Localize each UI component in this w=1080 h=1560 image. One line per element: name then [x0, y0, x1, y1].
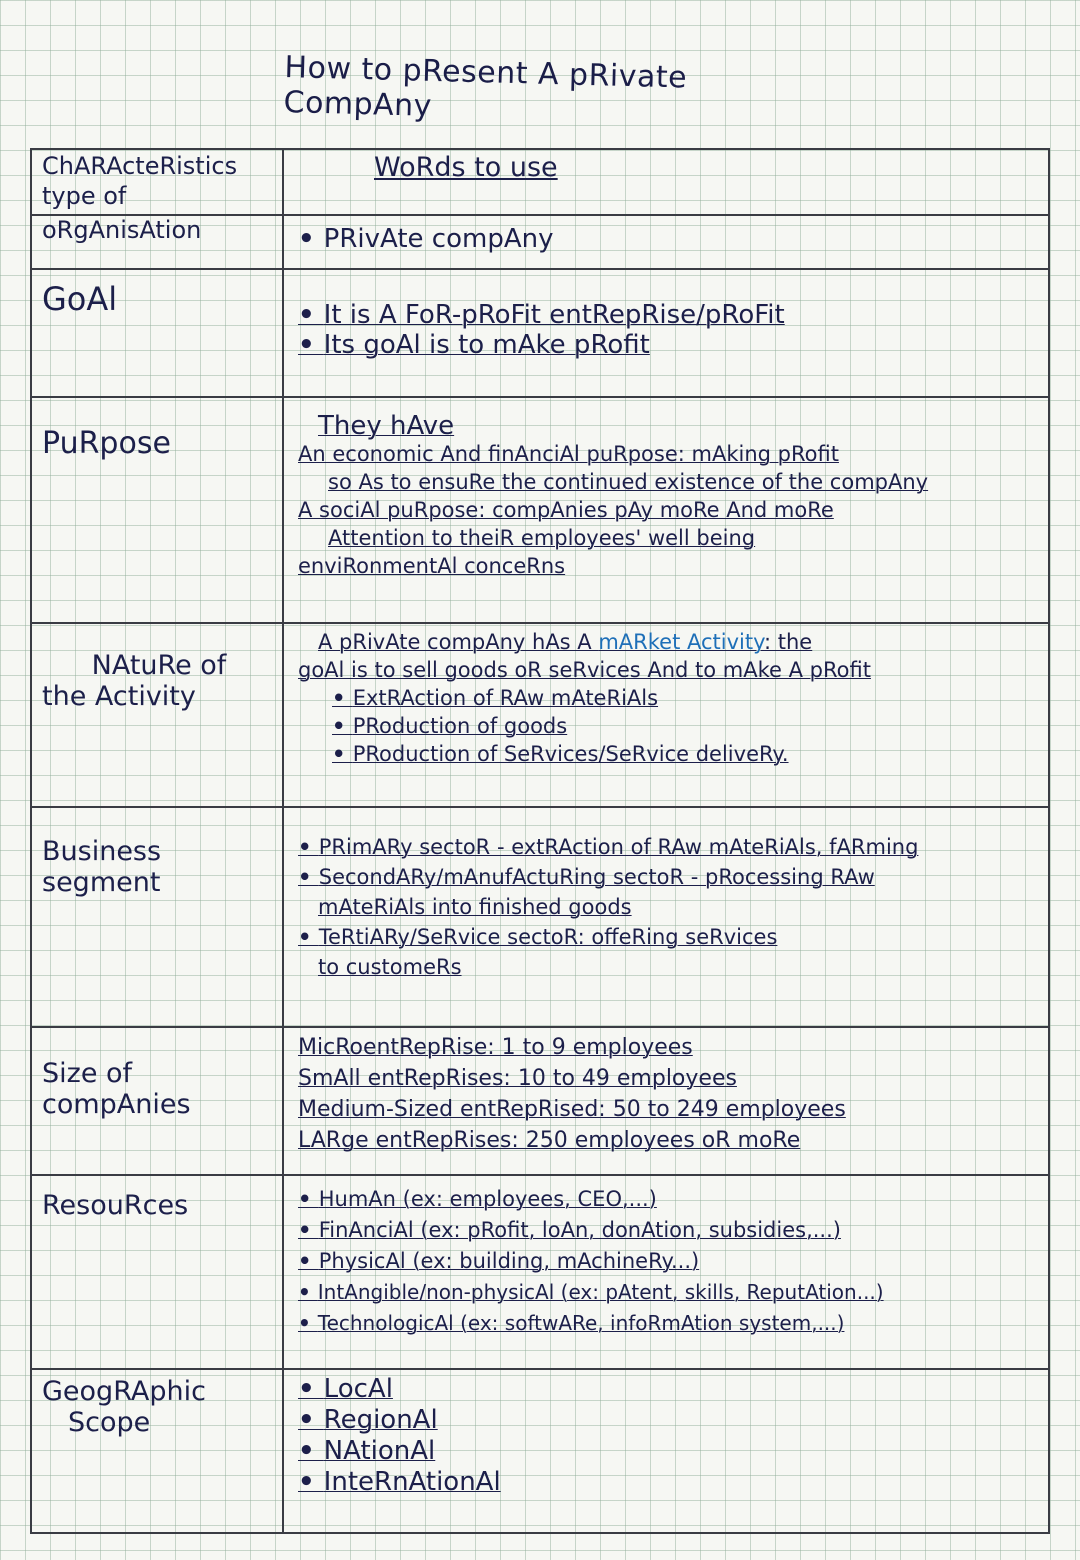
scope-line-1: • LocAl	[298, 1374, 1042, 1405]
characteristics-header-cell	[31, 149, 283, 215]
nature-line-3: • ExtRAction of RAw mAteRiAls	[298, 684, 1042, 712]
notes-table	[30, 148, 1050, 1534]
scope-content-cell	[283, 1369, 1049, 1533]
business-label-1: Business	[42, 836, 162, 867]
purpose-label-cell	[31, 397, 283, 623]
table-row-type	[31, 215, 1049, 269]
type-content-cell	[283, 215, 1049, 269]
goal-line-1: • It is A FoR-pRoFit entRepRise/pRoFit	[298, 300, 1042, 330]
size-label-cell	[31, 1027, 283, 1175]
scope-line-2: • RegionAl	[298, 1405, 1042, 1436]
purpose-line-2: An economic And finAnciAl puRpose: mAking pRofit	[298, 442, 839, 466]
resources-line-4: • IntAngible/non-physicAl (ex: pAtent, skills, ReputAtion...)	[298, 1277, 1042, 1308]
type-line-1: • PRivAte compAny	[298, 224, 1042, 254]
resources-line-1: • HumAn (ex: employees, CEO,...)	[298, 1184, 1042, 1215]
table-row-goal	[31, 269, 1049, 397]
nature-label-cell	[31, 623, 283, 807]
words-header-cell	[283, 149, 1049, 215]
type-label-1: type of	[42, 182, 127, 210]
purpose-label: PuRpose	[42, 426, 171, 461]
page-title: How to pResent A pRivate CompAny	[283, 50, 688, 124]
nature-line-2: goAl is to sell goods oR seRvices And to mAke A pRofit	[298, 658, 871, 682]
business-label-cell	[31, 807, 283, 1027]
resources-line-2: • FinAnciAl (ex: pRofit, loAn, donAtion, subsidies,...)	[298, 1215, 1042, 1246]
size-line-1: MicRoentRepRise: 1 to 9 employees	[298, 1035, 693, 1060]
nature-content-cell	[283, 623, 1049, 807]
resources-line-3: • PhysicAl (ex: building, mAchineRy...)	[298, 1246, 1042, 1277]
goal-content-cell	[283, 269, 1049, 397]
goal-label-cell	[31, 269, 283, 397]
size-line-4: LARge entRepRises: 250 employees oR moRe	[298, 1128, 801, 1153]
type-label-cell	[31, 215, 283, 269]
table-row-size	[31, 1027, 1049, 1175]
size-label-1: Size of	[42, 1058, 133, 1089]
business-content-cell	[283, 807, 1049, 1027]
resources-label: ResouRces	[42, 1190, 189, 1221]
purpose-line-3: so As to ensuRe the continued existence of the compAny	[328, 470, 929, 494]
table-row-header	[31, 149, 1049, 215]
scope-line-4: • InteRnAtionAl	[298, 1467, 1042, 1498]
type-label-2: oRgAnisAtion	[42, 216, 202, 244]
resources-label-cell	[31, 1175, 283, 1369]
business-line-5: to customeRs	[318, 955, 462, 979]
table-row-nature	[31, 623, 1049, 807]
table-row-purpose	[31, 397, 1049, 623]
business-line-2: • SecondARy/mAnufActuRing sectoR - pRocessing RAw	[298, 862, 1042, 892]
size-line-3: Medium-Sized entRepRised: 50 to 249 employees	[298, 1097, 846, 1122]
purpose-line-5: Attention to theiR employees' well being	[328, 526, 756, 550]
words-to-use-header: WoRds to use	[374, 152, 558, 183]
business-line-3: mAteRiAls into finished goods	[318, 895, 632, 919]
nature-line-1a: A pRivAte compAny hAs A	[318, 630, 599, 654]
resources-line-5: • TechnologicAl (ex: softwARe, infoRmAtion system,...)	[298, 1308, 1042, 1339]
table-row-business	[31, 807, 1049, 1027]
goal-line-2: • Its goAl is to mAke pRofit	[298, 330, 1042, 360]
table-row-scope	[31, 1369, 1049, 1533]
size-content-cell	[283, 1027, 1049, 1175]
purpose-line-1: They hAve	[318, 411, 455, 441]
nature-line-1c: : the	[764, 630, 813, 654]
business-label-2: segment	[42, 867, 161, 898]
purpose-line-4: A sociAl puRpose: compAnies pAy moRe And moRe	[298, 498, 834, 522]
nature-label-1: NAtuRe of	[91, 650, 227, 681]
scope-line-3: • NAtionAl	[298, 1436, 1042, 1467]
scope-label-2: Scope	[68, 1407, 151, 1438]
size-line-2: SmAll entRepRises: 10 to 49 employees	[298, 1066, 737, 1091]
scope-label-cell	[31, 1369, 283, 1533]
market-activity-highlight: mARket Activity	[598, 630, 765, 654]
business-line-1: • PRimARy sectoR - extRAction of RAw mAteRiAls, fARming	[298, 832, 1042, 862]
resources-content-cell	[283, 1175, 1049, 1369]
business-line-4: • TeRtiARy/SeRvice sectoR: offeRing seRvices	[298, 922, 1042, 952]
goal-label: GoAl	[42, 280, 118, 318]
table-row-resources	[31, 1175, 1049, 1369]
nature-line-4: • PRoduction of goods	[298, 712, 1042, 740]
purpose-content-cell	[283, 397, 1049, 623]
scope-label-1: GeogRAphic	[42, 1376, 206, 1407]
size-label-2: compAnies	[42, 1089, 191, 1120]
purpose-line-6: enviRonmentAl conceRns	[298, 554, 566, 578]
nature-line-5: • PRoduction of SeRvices/SeRvice deliveRy.	[298, 740, 1042, 768]
characteristics-header: ChARActeRistics	[42, 152, 238, 180]
nature-label-2: the Activity	[42, 681, 196, 712]
